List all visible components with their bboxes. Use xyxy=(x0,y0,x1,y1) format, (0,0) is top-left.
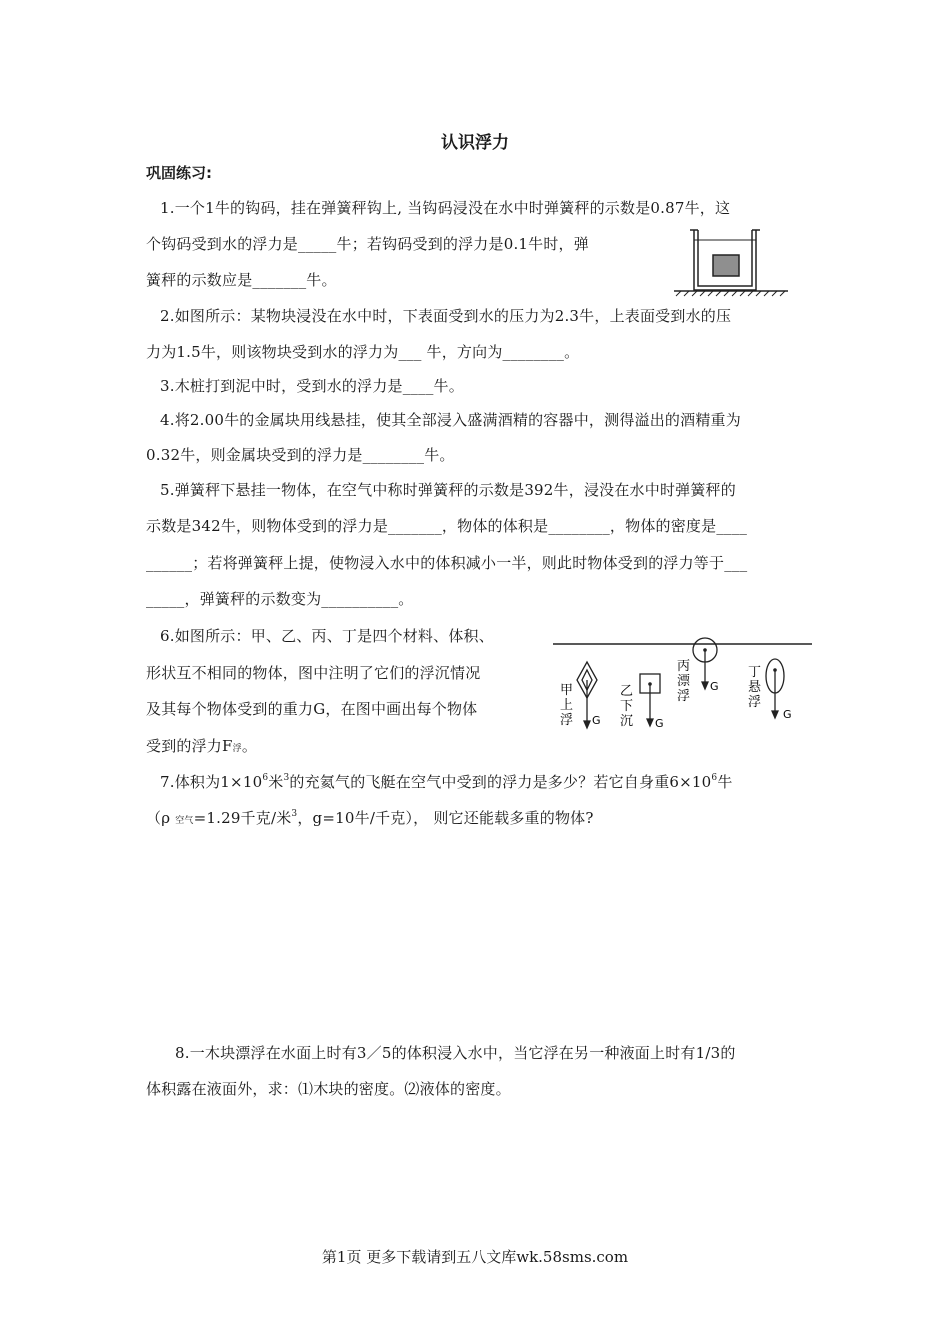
ding-label-1: 丁 xyxy=(748,665,762,680)
buoyancy-figure xyxy=(550,632,815,742)
q7-part-d: 牛 xyxy=(717,773,733,791)
q1-line-1: 1.一个1牛的钩码，挂在弹簧秤钩上, 当钩码浸没在水中时弹簧秤的示数是0.87牛，这 xyxy=(160,199,731,217)
yi-label-1: 乙 xyxy=(620,684,634,699)
yi-label-2: 下 xyxy=(620,699,634,714)
yi-label-3: 沉 xyxy=(620,714,634,729)
q7-exp-3: 6 xyxy=(711,773,718,783)
jia-gravity-label: G xyxy=(592,714,601,727)
q6-line-2: 形状互不相同的物体，图中注明了它们的浮沉情况 xyxy=(146,664,481,682)
q6-line-4 xyxy=(146,735,257,756)
q5-line-2: 示数是342牛，则物体受到的浮力是_______，物体的体积是________，物体的密度是____ xyxy=(146,517,748,535)
q7-air-subscript: 空气 xyxy=(175,816,194,826)
q7-part-b: 米 xyxy=(268,773,284,791)
q6-line-1: 6.如图所示：甲、乙、丙、丁是四个材料、体积、 xyxy=(160,627,494,645)
bing-center-dot xyxy=(703,648,707,652)
q7-line-2 xyxy=(146,807,594,828)
bing-label-1: 丙 xyxy=(677,659,691,674)
q7-part-c: 的充氦气的飞艇在空气中受到的浮力是多少？若它自身重6×10 xyxy=(289,773,712,791)
q6-line-4-text: 受到的浮力F xyxy=(146,737,233,755)
q7-part-f: =1.29千克/米 xyxy=(193,809,292,827)
q5-line-3: ______；若将弹簧秤上提，使物浸入水中的体积减小一半，则此时物体受到的浮力等于___ xyxy=(146,554,748,572)
q1-line-3: 簧秤的示数应是_______牛。 xyxy=(146,271,337,289)
object-ding xyxy=(766,659,784,718)
q7-line-1 xyxy=(160,771,733,792)
q1-line-2: 个钩码受到水的浮力是_____牛；若钩码受到的浮力是0.1牛时，弹 xyxy=(146,235,589,253)
page-title: 认识浮力 xyxy=(441,133,509,153)
immersed-block xyxy=(713,255,739,276)
section-heading: 巩固练习: xyxy=(146,164,212,182)
yi-center-dot xyxy=(648,682,652,686)
q4-line-1: 4.将2.00牛的金属块用线悬挂，使其全部浸入盛满酒精的容器中，测得溢出的酒精重为 xyxy=(160,411,741,429)
ding-label-3: 浮 xyxy=(748,695,762,710)
bing-label-2: 漂 xyxy=(677,674,691,689)
q5-line-4: _____，弹簧秤的示数变为__________。 xyxy=(146,590,414,608)
q3-line-1: 3.木桩打到泥中时，受到水的浮力是____牛。 xyxy=(160,377,464,395)
q7-part-e: （ρ xyxy=(146,809,176,827)
ding-label-2: 悬 xyxy=(748,680,762,695)
q8-line-1: 8.一木块漂浮在水面上时有3／5的体积浸入水中，当它浮在另一种液面上时有1/3的 xyxy=(175,1044,736,1062)
q7-exp-4: 3 xyxy=(291,809,298,819)
q6-line-3: 及其每个物体受到的重力G，在图中画出每个物体 xyxy=(146,700,478,718)
q7-exp-1: 6 xyxy=(262,773,269,783)
jia-label-2: 上 xyxy=(560,698,574,713)
page-footer: 第1页 更多下载请到五八文库wk.58sms.com xyxy=(321,1248,629,1266)
q6-float-subscript: 浮 xyxy=(232,744,242,754)
container-figure xyxy=(670,222,795,297)
q5-line-1: 5.弹簧秤下悬挂一物体，在空气中称时弹簧秤的示数是392牛，浸没在水中时弹簧秤的 xyxy=(160,481,736,499)
bing-label-3: 浮 xyxy=(677,689,691,704)
jia-label-3: 浮 xyxy=(560,713,574,728)
q7-exp-2: 3 xyxy=(283,773,290,783)
yi-gravity-label: G xyxy=(655,717,664,730)
q2-line-2: 力为1.5牛，则该物块受到水的浮力为___ 牛，方向为________。 xyxy=(146,343,580,361)
jia-label-1: 甲 xyxy=(560,683,574,698)
ding-center-dot xyxy=(773,668,777,672)
q6-line-4-end: 。 xyxy=(241,737,258,755)
q7-part-a: 7.体积为1×10 xyxy=(160,773,263,791)
ding-gravity-label: G xyxy=(783,708,792,721)
q8-line-2: 体积露在液面外，求：⑴木块的密度。⑵液体的密度。 xyxy=(146,1080,511,1098)
q2-line-1: 2.如图所示：某物块浸没在水中时，下表面受到水的压力为2.3牛，上表面受到水的压 xyxy=(160,307,732,325)
q4-line-2: 0.32牛，则金属块受到的浮力是________牛。 xyxy=(146,446,455,464)
bing-gravity-label: G xyxy=(710,680,719,693)
q7-part-g: ，g=10牛/千克）， 则它还能载多重的物体? xyxy=(297,809,594,827)
